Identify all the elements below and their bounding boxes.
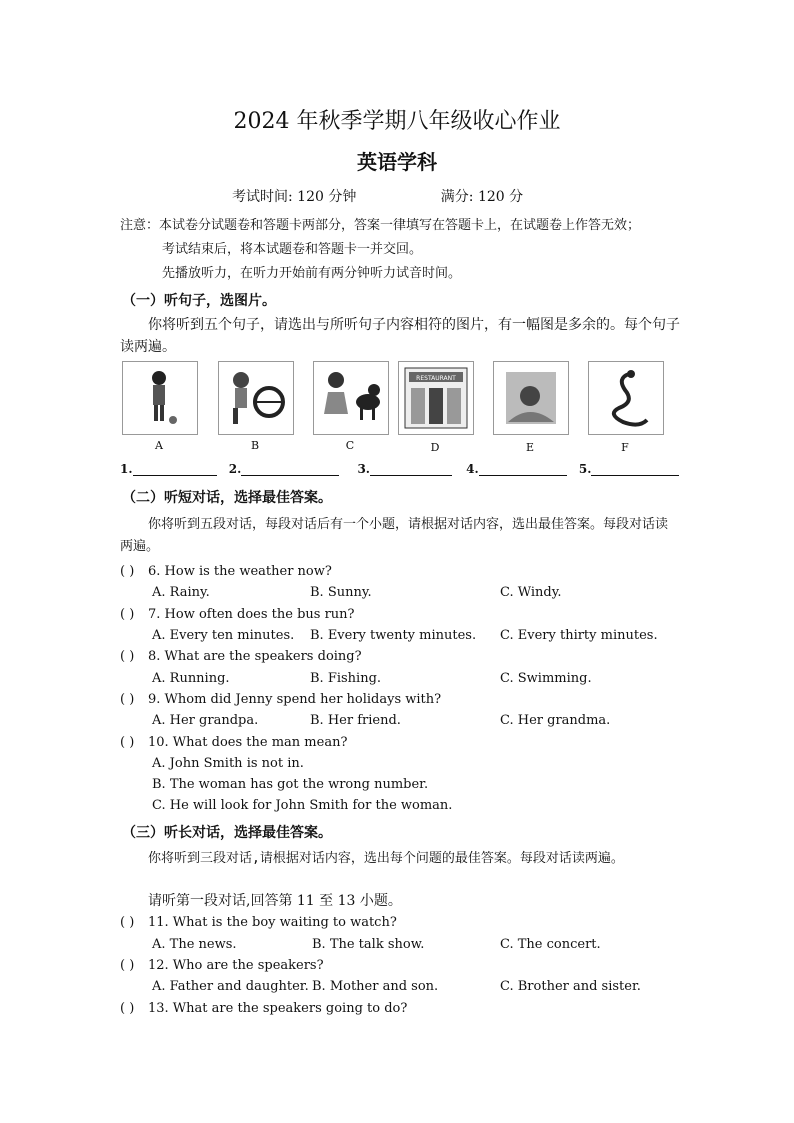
picture-b-label: B xyxy=(250,439,260,452)
picture-d-label: D xyxy=(430,441,440,454)
note-line-1: 注意：本试卷分试题卷和答题卡两部分，答案一律填写在答题卡上，在试题卷上作答无效； xyxy=(120,218,641,233)
question-6-option-a[interactable]: A. Rainy. xyxy=(152,585,210,600)
section-2-instruction: 你将听到五段对话，每段对话后有一个小题，请根据对话内容，选出最佳答案。每段对话读两遍。 xyxy=(120,517,669,554)
exam-title: 2024 年秋季学期八年级收心作业 xyxy=(233,109,561,134)
question-11-option-a[interactable]: A. The news. xyxy=(152,937,237,952)
question-12-option-a[interactable]: A. Father and daughter. xyxy=(152,979,309,994)
picture-a xyxy=(122,361,198,435)
blank-4[interactable]: 4. xyxy=(466,462,567,476)
question-8-option-a[interactable]: A. Running. xyxy=(152,671,230,686)
question-6-option-b[interactable]: B. Sunny. xyxy=(310,585,372,600)
boy-with-bicycle-icon xyxy=(219,362,293,434)
question-7-option-a[interactable]: A. Every ten minutes. xyxy=(152,628,295,643)
section-1-heading: （一）听句子，选图片。 xyxy=(122,293,276,309)
note-line-2: 考试结束后，将本试题卷和答题卡一并交回。 xyxy=(162,242,423,257)
restaurant-sign: RESTAURANT xyxy=(416,375,456,382)
girl-and-dog-icon xyxy=(314,362,388,434)
blank-5[interactable]: 5. xyxy=(579,462,680,476)
section-3-sub-instruction: 请听第一段对话,回答第 11 至 13 小题。 xyxy=(148,893,402,909)
answer-blanks xyxy=(120,462,687,476)
question-9: ( ) 9. Whom did Jenny spend her holidays with? xyxy=(120,692,442,707)
question-8-option-b[interactable]: B. Fishing. xyxy=(310,671,382,686)
question-7-option-c[interactable]: C. Every thirty minutes. xyxy=(500,628,658,643)
question-10-option-c[interactable]: C. He will look for John Smith for the woman. xyxy=(152,798,453,813)
question-7-option-b[interactable]: B. Every twenty minutes. xyxy=(310,628,477,643)
question-6-option-c[interactable]: C. Windy. xyxy=(500,585,562,600)
question-10-option-b[interactable]: B. The woman has got the wrong number. xyxy=(152,777,429,792)
question-8: ( ) 8. What are the speakers doing? xyxy=(120,649,362,664)
picture-a-label: A xyxy=(155,439,163,452)
subject-title: 英语学科 xyxy=(357,150,437,174)
question-8-option-c[interactable]: C. Swimming. xyxy=(500,671,592,686)
exam-meta xyxy=(232,186,523,206)
question-11-option-b[interactable]: B. The talk show. xyxy=(312,937,425,952)
picture-c xyxy=(313,361,389,435)
question-9-option-b[interactable]: B. Her friend. xyxy=(310,713,401,728)
restaurant-icon xyxy=(399,362,473,434)
picture-d xyxy=(398,361,474,435)
blank-2[interactable]: 2. xyxy=(229,462,340,476)
question-10: ( ) 10. What does the man mean? xyxy=(120,735,348,750)
question-7: ( ) 7. How often does the bus run? xyxy=(120,607,355,622)
child-with-ball-icon xyxy=(123,362,197,434)
question-13: ( ) 13. What are the speakers going to do? xyxy=(120,1001,408,1016)
section-3-instruction: 你将听到三段对话,请根据对话内容，选出每个问题的最佳答案。每段对话读两遍。 xyxy=(148,851,624,866)
blank-3[interactable]: 3. xyxy=(357,462,452,476)
picture-f-label: F xyxy=(621,441,629,454)
exam-score: 满分: 120 分 xyxy=(440,189,524,205)
picture-b xyxy=(218,361,294,435)
picture-c-label: C xyxy=(345,439,355,452)
question-9-option-a[interactable]: A. Her grandpa. xyxy=(152,713,259,728)
blank-1[interactable]: 1. xyxy=(120,462,217,476)
exam-time: 考试时间: 120 分钟 xyxy=(232,189,357,205)
picture-f xyxy=(588,361,664,435)
section-1-instruction: 你将听到五个句子，请选出与所听句子内容相符的图片，有一幅图是多余的。每个句子读两遍。 xyxy=(120,317,680,355)
question-11-option-c[interactable]: C. The concert. xyxy=(500,937,601,952)
question-12: ( ) 12. Who are the speakers? xyxy=(120,958,324,973)
picture-e xyxy=(493,361,569,435)
section-2-heading: （二）听短对话，选择最佳答案。 xyxy=(122,490,332,506)
question-12-option-b[interactable]: B. Mother and son. xyxy=(312,979,439,994)
section-3-heading: （三）听长对话，选择最佳答案。 xyxy=(122,825,332,841)
question-6: ( ) 6. How is the weather now? xyxy=(120,564,332,579)
picture-e-label: E xyxy=(525,441,535,454)
note-line-3: 先播放听力，在听力开始前有两分钟听力试音时间。 xyxy=(162,266,462,281)
question-9-option-c[interactable]: C. Her grandma. xyxy=(500,713,611,728)
picture-row xyxy=(122,361,672,461)
question-12-option-c[interactable]: C. Brother and sister. xyxy=(500,979,641,994)
snake-icon xyxy=(589,362,663,434)
question-10-option-a[interactable]: A. John Smith is not in. xyxy=(152,756,304,771)
question-11: ( ) 11. What is the boy waiting to watch? xyxy=(120,915,397,930)
person-under-blanket-icon xyxy=(494,362,568,434)
